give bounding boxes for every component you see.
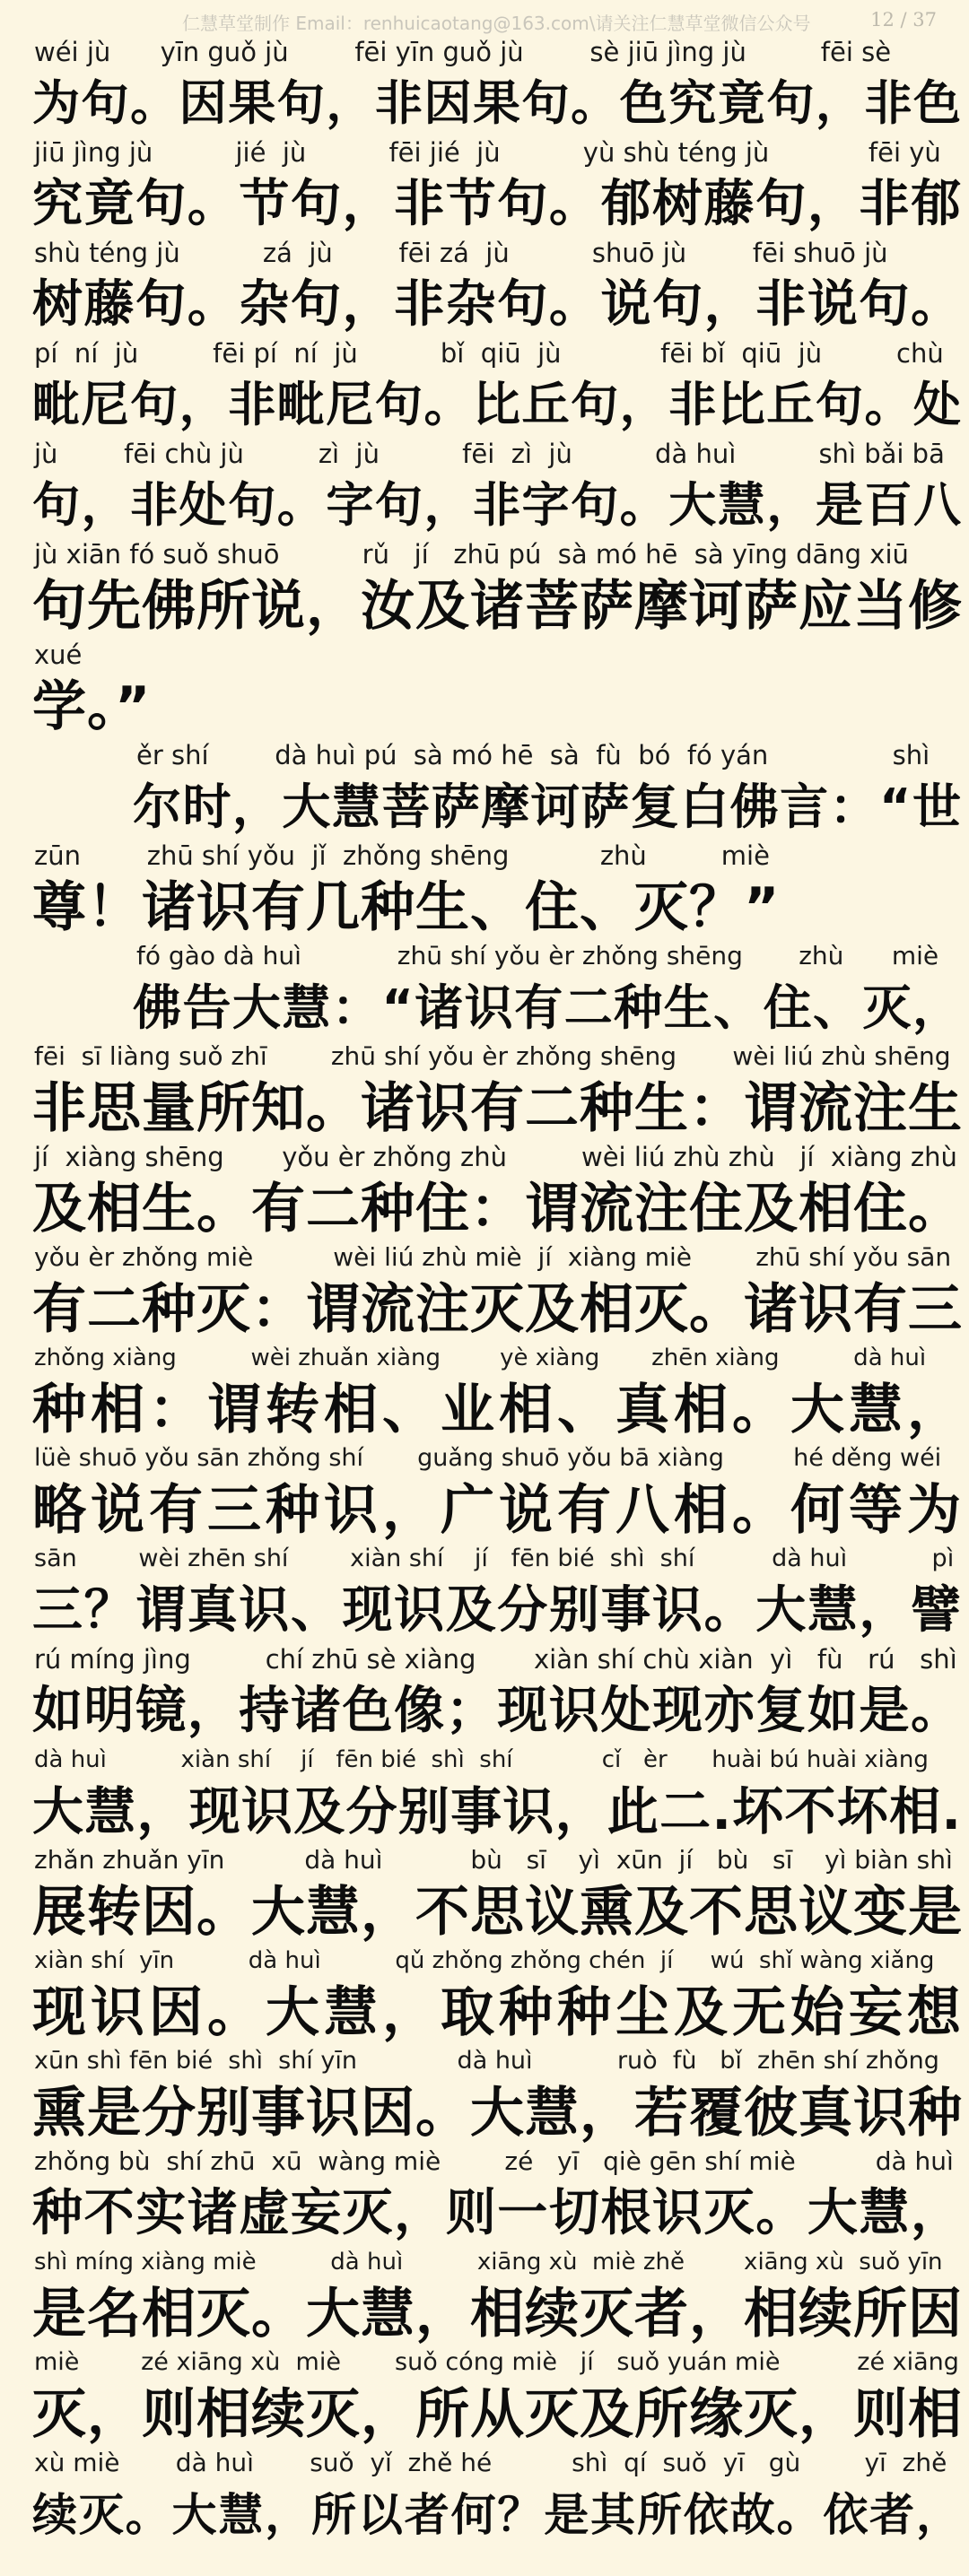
- pinyin-row: wéi jù yīn guǒ jù fēi yīn guǒ jù sè jiū jìng jù fēi sè: [34, 37, 892, 67]
- hanzi-row: 非思量所知。诸识有二种生：谓流注生: [32, 1077, 963, 1140]
- pinyin-row: yǒu èr zhǒng miè wèi liú zhù miè jí xiàng miè zhū shí yǒu sān: [34, 1242, 952, 1272]
- pinyin-row: jù xiān fó suǒ shuō rǔ jí zhū pú sà mó hē sà yīng dāng xiū: [34, 539, 909, 570]
- pinyin-row: xù miè dà huì suǒ yǐ zhě hé shì qí suǒ yī gù yī zhě: [34, 2448, 947, 2477]
- hanzi-row: 究竟句。节句，非节句。郁树藤句，非郁: [32, 175, 962, 233]
- hanzi-row: 种相：谓转相、业相、真相。大慧，: [32, 1379, 962, 1441]
- text-line-10: [0, 940, 969, 1040]
- hanzi-row: 灭，则相续灭，所从灭及所缘灭，则相: [32, 2383, 963, 2446]
- hanzi-row: 现识因。大慧，取种种尘及无始妄想: [32, 1981, 962, 2044]
- hanzi-row: 尊！诸识有几种生、住、灭？”: [32, 876, 781, 939]
- text-line-25: [0, 2447, 969, 2547]
- text-line-14: [0, 1342, 969, 1442]
- text-line-6: [0, 538, 969, 639]
- text-line-15: [0, 1442, 969, 1543]
- pinyin-row: pí ní jù fēi pí ní jù bǐ qiū jù fēi bǐ qiū jù chù: [34, 338, 944, 369]
- pinyin-row: fó gào dà huì zhū shí yǒu èr zhǒng shēng zhù miè: [136, 941, 939, 970]
- text-line-3: [0, 237, 969, 337]
- hanzi-row: 种不实诸虚妄灭，则一切根识灭。大慧，: [32, 2184, 962, 2242]
- text-line-12: [0, 1141, 969, 1241]
- hanzi-row: 熏是分别事识因。大慧，若覆彼真识种: [32, 2082, 963, 2145]
- text-line-7: [0, 639, 969, 739]
- pinyin-row: fēi sī liàng suǒ zhī zhū shí yǒu èr zhǒng shēng wèi liú zhù shēng: [34, 1041, 951, 1071]
- hanzi-row: 学。”: [32, 675, 152, 738]
- page-header: [0, 4, 969, 36]
- text-line-23: [0, 2246, 969, 2346]
- text-line-5: [0, 438, 969, 538]
- hanzi-row: 句，非处句。字句，非字句。大慧，是百八: [32, 478, 962, 533]
- pinyin-row: xūn shì fēn bié shì shí yīn dà huì ruò fù bǐ zhēn shí zhǒng: [34, 2047, 939, 2075]
- text-line-19: [0, 1844, 969, 1945]
- hanzi-row: 佛告大慧：“诸识有二种生、住、灭，: [133, 979, 962, 1036]
- text-line-21: [0, 2045, 969, 2145]
- hanzi-row: 毗尼句，非毗尼句。比丘句，非比丘句。处: [32, 378, 962, 432]
- pinyin-row: lüè shuō yǒu sān zhǒng shí guǎng shuō yǒu bā xiàng hé děng wéi: [34, 1444, 942, 1472]
- text-line-11: [0, 1040, 969, 1141]
- pinyin-row: xué: [34, 640, 83, 670]
- text-line-24: [0, 2346, 969, 2447]
- hanzi-row: 有二种灭：谓流注灭及相灭。诸识有三: [32, 1278, 963, 1341]
- pinyin-row: shì míng xiàng miè dà huì xiāng xù miè zhě xiāng xù suǒ yīn: [34, 2249, 943, 2276]
- text-line-22: [0, 2145, 969, 2246]
- header-watermark: 仁慧草堂制作 Email：renhuicaotang@163.com\请关注仁慧草堂微信公众号: [182, 13, 811, 34]
- pinyin-row: jí xiàng shēng yǒu èr zhǒng zhù wèi liú zhù zhù jí xiàng zhù: [34, 1142, 957, 1172]
- pinyin-row: ěr shí dà huì pú sà mó hē sà fù bó fó yán shì: [136, 740, 930, 770]
- pinyin-row: zhǎn zhuǎn yīn dà huì bù sī yì xūn jí bù sī yì biàn shì: [34, 1845, 953, 1875]
- hanzi-row: 为句。因果句，非因果句。色究竟句，非色: [32, 76, 962, 131]
- text-line-13: [0, 1241, 969, 1342]
- text-line-18: [0, 1744, 969, 1844]
- text-line-4: [0, 337, 969, 438]
- pinyin-row: zūn zhū shí yǒu jǐ zhǒng shēng zhù miè: [34, 840, 770, 871]
- text-line-2: [0, 136, 969, 237]
- hanzi-row: 大慧，现识及分别事识，此二.坏不坏相.: [32, 1782, 962, 1841]
- hanzi-row: 展转因。大慧，不思议熏及不思议变是: [32, 1881, 963, 1944]
- page-number: 12 / 37: [870, 9, 937, 30]
- hanzi-row: 及相生。有二种住：谓流注住及相住。: [32, 1178, 963, 1240]
- pinyin-row: zhǒng xiàng wèi zhuǎn xiàng yè xiàng zhēn xiàng dà huì: [34, 1345, 927, 1371]
- text-line-9: [0, 840, 969, 940]
- hanzi-row: 尔时，大慧菩萨摩诃萨复白佛言：“世: [133, 779, 962, 835]
- text-line-1: [0, 36, 969, 136]
- text-line-16: [0, 1543, 969, 1643]
- text-line-20: [0, 1945, 969, 2045]
- pinyin-row: rú míng jìng chí zhū sè xiàng xiàn shí chù xiàn yì fù rú shì: [34, 1644, 957, 1675]
- hanzi-row: 三？谓真识、现识及分别事识。大慧，譬: [32, 1581, 962, 1640]
- hanzi-row: 句先佛所说，汝及诸菩萨摩诃萨应当修: [32, 575, 963, 638]
- text-line-17: [0, 1643, 969, 1744]
- hanzi-row: 略说有三种识，广说有八相。何等为: [32, 1479, 962, 1542]
- pinyin-row: xiàn shí yīn dà huì qǔ zhǒng zhǒng chén jí wú shǐ wàng xiǎng: [34, 1947, 935, 1974]
- hanzi-row: 树藤句。杂句，非杂句。说句，非说句。: [32, 275, 962, 334]
- pinyin-row: sān wèi zhēn shí xiàn shí jí fēn bié shì shí dà huì pì: [34, 1545, 955, 1572]
- pinyin-row: miè zé xiāng xù miè suǒ cóng miè jí suǒ yuán miè zé xiāng: [34, 2348, 959, 2376]
- hanzi-row: 是名相灭。大慧，相续灭者，相续所因: [32, 2283, 963, 2345]
- hanzi-row: 续灭。大慧，所以者何？是其所依故。依者，: [32, 2489, 962, 2541]
- text-line-8: [0, 739, 969, 840]
- pinyin-row: jiū jìng jù jié jù fēi jié jù yù shù téng jù fēi yù: [34, 137, 941, 168]
- pinyin-row: dà huì xiàn shí jí fēn bié shì shí cǐ èr huài bú huài xiàng: [34, 1746, 929, 1773]
- pinyin-row: zhǒng bù shí zhū xū wàng miè zé yī qiè gēn shí miè dà huì: [34, 2146, 954, 2176]
- hanzi-row: 如明镜，持诸色像；现识处现亦复如是。: [32, 1682, 962, 1740]
- pinyin-row: shù téng jù zá jù fēi zá jù shuō jù fēi shuō jù: [34, 238, 888, 268]
- pinyin-row: jù fēi chù jù zì jù fēi zì jù dà huì shì bǎi bā: [34, 439, 945, 469]
